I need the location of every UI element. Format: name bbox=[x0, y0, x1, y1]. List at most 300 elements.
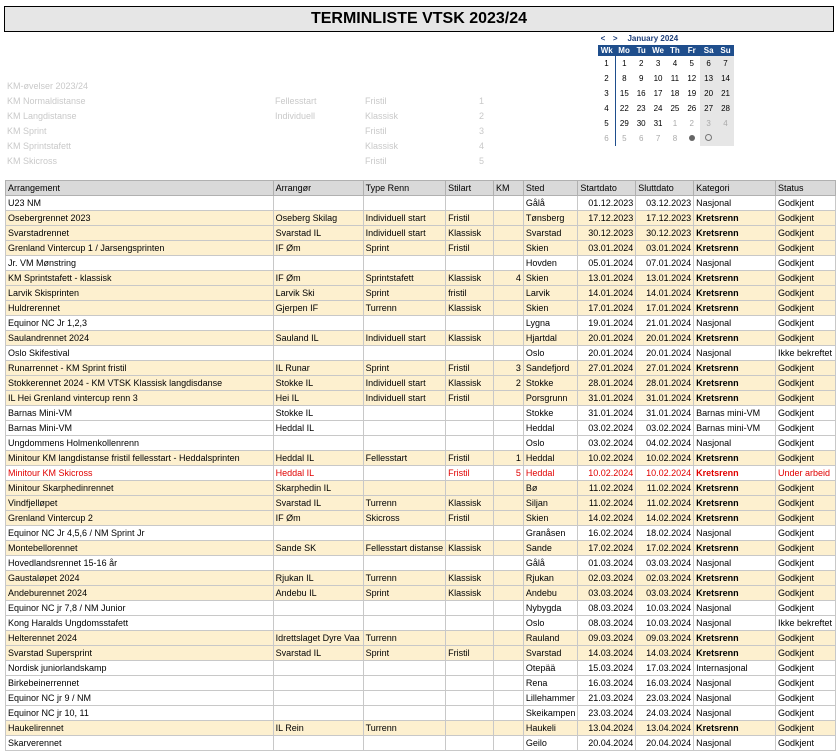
table-cell[interactable]: 08.03.2024 bbox=[578, 616, 636, 631]
table-cell[interactable]: 28.01.2024 bbox=[636, 376, 694, 391]
table-cell[interactable]: 24.03.2024 bbox=[636, 706, 694, 721]
table-cell[interactable]: Fristil bbox=[446, 361, 494, 376]
table-cell[interactable] bbox=[493, 421, 523, 436]
table-cell[interactable]: Grenland Vintercup 2 bbox=[6, 511, 274, 526]
calendar-day[interactable]: 7 bbox=[655, 134, 661, 143]
table-cell[interactable]: Godkjent bbox=[775, 511, 835, 526]
table-cell[interactable]: 17.01.2024 bbox=[578, 301, 636, 316]
table-cell[interactable]: Gålå bbox=[523, 196, 578, 211]
table-cell[interactable]: Godkjent bbox=[775, 376, 835, 391]
calendar-day[interactable] bbox=[717, 131, 734, 146]
table-cell[interactable] bbox=[493, 526, 523, 541]
calendar-day[interactable]: 24 bbox=[653, 104, 663, 113]
calendar-day[interactable]: 28 bbox=[717, 101, 734, 116]
table-cell[interactable]: Svarstadrennet bbox=[6, 226, 274, 241]
table-cell[interactable]: Nasjonal bbox=[694, 601, 776, 616]
table-cell[interactable]: Sprint bbox=[363, 241, 446, 256]
table-cell[interactable] bbox=[363, 466, 446, 481]
table-cell[interactable] bbox=[493, 316, 523, 331]
table-cell[interactable]: Nasjonal bbox=[694, 526, 776, 541]
table-cell[interactable]: Skien bbox=[523, 271, 578, 286]
table-cell[interactable]: Birkebeinerrennet bbox=[6, 676, 274, 691]
table-cell[interactable] bbox=[446, 661, 494, 676]
table-cell[interactable]: 10.02.2024 bbox=[578, 451, 636, 466]
table-cell[interactable]: Hovedlandsrennet 15-16 år bbox=[6, 556, 274, 571]
table-cell[interactable]: Heddal IL bbox=[273, 421, 363, 436]
table-cell[interactable]: Godkjent bbox=[775, 541, 835, 556]
table-cell[interactable]: Stokke IL bbox=[273, 376, 363, 391]
table-cell[interactable]: 13.04.2024 bbox=[578, 721, 636, 736]
table-cell[interactable]: 21.01.2024 bbox=[636, 316, 694, 331]
table-cell[interactable] bbox=[493, 571, 523, 586]
calendar-day[interactable]: 25 bbox=[670, 104, 680, 113]
table-cell[interactable]: 28.01.2024 bbox=[578, 376, 636, 391]
table-cell[interactable]: 11.02.2024 bbox=[636, 481, 694, 496]
table-cell[interactable]: Geilo bbox=[523, 736, 578, 751]
table-cell[interactable]: Klassisk bbox=[446, 541, 494, 556]
table-cell[interactable] bbox=[446, 706, 494, 721]
table-cell[interactable]: IF Øm bbox=[273, 241, 363, 256]
table-cell[interactable]: Sprint bbox=[363, 361, 446, 376]
table-cell[interactable]: 27.01.2024 bbox=[578, 361, 636, 376]
table-cell[interactable]: 30.12.2023 bbox=[636, 226, 694, 241]
table-cell[interactable]: Nasjonal bbox=[694, 676, 776, 691]
table-cell[interactable]: Godkjent bbox=[775, 721, 835, 736]
table-cell[interactable]: Hei IL bbox=[273, 391, 363, 406]
table-cell[interactable]: Godkjent bbox=[775, 241, 835, 256]
table-cell[interactable]: 20.04.2024 bbox=[636, 736, 694, 751]
table-cell[interactable]: Oslo bbox=[523, 616, 578, 631]
table-cell[interactable] bbox=[273, 601, 363, 616]
table-cell[interactable] bbox=[493, 721, 523, 736]
calendar-prev-button[interactable]: < bbox=[600, 34, 606, 43]
table-cell[interactable]: Kong Haralds Ungdomsstafett bbox=[6, 616, 274, 631]
table-cell[interactable]: Nybygda bbox=[523, 601, 578, 616]
table-cell[interactable] bbox=[446, 256, 494, 271]
table-cell[interactable]: 01.03.2024 bbox=[578, 556, 636, 571]
table-cell[interactable]: Nasjonal bbox=[694, 316, 776, 331]
calendar-day[interactable]: 20 bbox=[700, 86, 717, 101]
table-cell[interactable] bbox=[363, 601, 446, 616]
table-cell[interactable]: Individuell start bbox=[363, 211, 446, 226]
table-cell[interactable]: Godkjent bbox=[775, 391, 835, 406]
table-cell[interactable]: Heddal bbox=[523, 451, 578, 466]
table-cell[interactable]: Larvik bbox=[523, 286, 578, 301]
calendar-day[interactable]: 4 bbox=[717, 116, 734, 131]
table-cell[interactable] bbox=[446, 556, 494, 571]
table-cell[interactable]: 14.02.2024 bbox=[578, 511, 636, 526]
table-cell[interactable] bbox=[493, 541, 523, 556]
table-cell[interactable]: Under arbeid bbox=[775, 466, 835, 481]
calendar-day[interactable]: 19 bbox=[687, 89, 697, 98]
table-cell[interactable]: Ikke bekreftet bbox=[775, 346, 835, 361]
calendar-day[interactable]: 16 bbox=[636, 89, 646, 98]
table-cell[interactable]: Siljan bbox=[523, 496, 578, 511]
table-cell[interactable]: Godkjent bbox=[775, 196, 835, 211]
table-cell[interactable]: Kretsrenn bbox=[694, 391, 776, 406]
table-cell[interactable]: Jr. VM Mønstring bbox=[6, 256, 274, 271]
table-cell[interactable]: Godkjent bbox=[775, 211, 835, 226]
table-cell[interactable]: Equinor NC Jr 1,2,3 bbox=[6, 316, 274, 331]
table-cell[interactable] bbox=[493, 406, 523, 421]
table-cell[interactable]: Kretsrenn bbox=[694, 301, 776, 316]
table-cell[interactable]: 30.12.2023 bbox=[578, 226, 636, 241]
table-cell[interactable]: Klassisk bbox=[446, 226, 494, 241]
table-cell[interactable] bbox=[446, 601, 494, 616]
table-cell[interactable]: 20.04.2024 bbox=[578, 736, 636, 751]
table-cell[interactable] bbox=[493, 691, 523, 706]
table-cell[interactable]: 03.03.2024 bbox=[578, 586, 636, 601]
table-cell[interactable]: Minitour KM langdistanse fristil fellesstart - Heddalsprinten bbox=[6, 451, 274, 466]
table-cell[interactable]: Heddal bbox=[523, 466, 578, 481]
table-cell[interactable] bbox=[363, 436, 446, 451]
table-cell[interactable]: Godkjent bbox=[775, 481, 835, 496]
table-cell[interactable]: 01.12.2023 bbox=[578, 196, 636, 211]
table-cell[interactable]: Svarstad IL bbox=[273, 496, 363, 511]
table-cell[interactable]: Godkjent bbox=[775, 271, 835, 286]
table-cell[interactable]: 17.12.2023 bbox=[578, 211, 636, 226]
table-cell[interactable]: Tønsberg bbox=[523, 211, 578, 226]
table-cell[interactable]: Barnas mini-VM bbox=[694, 406, 776, 421]
table-cell[interactable]: Sprint bbox=[363, 286, 446, 301]
table-cell[interactable]: Godkjent bbox=[775, 706, 835, 721]
table-cell[interactable]: Turrenn bbox=[363, 301, 446, 316]
table-cell[interactable]: Godkjent bbox=[775, 646, 835, 661]
table-cell[interactable]: 13.04.2024 bbox=[636, 721, 694, 736]
table-cell[interactable]: 14.03.2024 bbox=[636, 646, 694, 661]
table-cell[interactable]: Nasjonal bbox=[694, 616, 776, 631]
table-cell[interactable] bbox=[446, 406, 494, 421]
table-cell[interactable]: Gjerpen IF bbox=[273, 301, 363, 316]
table-cell[interactable]: Skicross bbox=[363, 511, 446, 526]
table-cell[interactable] bbox=[493, 346, 523, 361]
table-cell[interactable]: Nasjonal bbox=[694, 346, 776, 361]
table-cell[interactable]: 17.12.2023 bbox=[636, 211, 694, 226]
table-cell[interactable]: Fellesstart bbox=[363, 451, 446, 466]
table-cell[interactable]: 17.03.2024 bbox=[636, 661, 694, 676]
table-cell[interactable]: Nasjonal bbox=[694, 436, 776, 451]
table-cell[interactable]: IL Runar bbox=[273, 361, 363, 376]
table-cell[interactable]: Grenland Vintercup 1 / Jarsengsprinten bbox=[6, 241, 274, 256]
table-cell[interactable]: Larvik Skisprinten bbox=[6, 286, 274, 301]
table-cell[interactable]: 04.02.2024 bbox=[636, 436, 694, 451]
table-cell[interactable]: Skarphedin IL bbox=[273, 481, 363, 496]
table-cell[interactable]: IF Øm bbox=[273, 511, 363, 526]
calendar-day[interactable]: 22 bbox=[619, 104, 629, 113]
table-cell[interactable]: Nasjonal bbox=[694, 256, 776, 271]
table-cell[interactable]: Kretsrenn bbox=[694, 541, 776, 556]
table-cell[interactable]: Heddal IL bbox=[273, 451, 363, 466]
table-cell[interactable]: Oslo bbox=[523, 346, 578, 361]
calendar-day[interactable]: 3 bbox=[655, 59, 661, 68]
table-cell[interactable] bbox=[446, 196, 494, 211]
table-cell[interactable] bbox=[363, 736, 446, 751]
table-cell[interactable]: Klassisk bbox=[446, 586, 494, 601]
table-cell[interactable]: 27.01.2024 bbox=[636, 361, 694, 376]
table-cell[interactable] bbox=[493, 661, 523, 676]
table-cell[interactable]: Nasjonal bbox=[694, 196, 776, 211]
table-cell[interactable]: 21.03.2024 bbox=[578, 691, 636, 706]
table-cell[interactable]: Equinor NC Jr 4,5,6 / NM Sprint Jr bbox=[6, 526, 274, 541]
table-cell[interactable]: Klassisk bbox=[446, 571, 494, 586]
table-cell[interactable]: Oslo bbox=[523, 436, 578, 451]
table-cell[interactable]: Godkjent bbox=[775, 451, 835, 466]
table-cell[interactable]: Nasjonal bbox=[694, 691, 776, 706]
table-cell[interactable]: Turrenn bbox=[363, 631, 446, 646]
calendar-day[interactable]: 17 bbox=[653, 89, 663, 98]
table-cell[interactable] bbox=[493, 436, 523, 451]
table-cell[interactable] bbox=[493, 601, 523, 616]
table-cell[interactable] bbox=[493, 736, 523, 751]
table-cell[interactable]: 14.02.2024 bbox=[636, 511, 694, 526]
table-cell[interactable] bbox=[273, 706, 363, 721]
calendar-day[interactable]: 10 bbox=[653, 74, 663, 83]
table-cell[interactable]: Kretsrenn bbox=[694, 376, 776, 391]
table-cell[interactable]: Godkjent bbox=[775, 226, 835, 241]
table-cell[interactable]: Individuell start bbox=[363, 376, 446, 391]
table-cell[interactable] bbox=[273, 661, 363, 676]
table-cell[interactable] bbox=[273, 526, 363, 541]
table-cell[interactable]: Lygna bbox=[523, 316, 578, 331]
table-cell[interactable]: Larvik Ski bbox=[273, 286, 363, 301]
table-cell[interactable]: Kretsrenn bbox=[694, 646, 776, 661]
table-cell[interactable]: Fristil bbox=[446, 646, 494, 661]
calendar-day[interactable]: 2 bbox=[638, 59, 644, 68]
table-cell[interactable]: Ungdommens Holmenkollenrenn bbox=[6, 436, 274, 451]
table-cell[interactable] bbox=[493, 331, 523, 346]
table-cell[interactable]: Godkjent bbox=[775, 421, 835, 436]
table-cell[interactable]: Godkjent bbox=[775, 256, 835, 271]
table-cell[interactable]: 31.01.2024 bbox=[636, 391, 694, 406]
table-cell[interactable]: Kretsrenn bbox=[694, 211, 776, 226]
table-cell[interactable]: Barnas mini-VM bbox=[694, 421, 776, 436]
table-cell[interactable]: Svarstad IL bbox=[273, 646, 363, 661]
table-cell[interactable]: Andebu bbox=[523, 586, 578, 601]
table-cell[interactable]: Sande bbox=[523, 541, 578, 556]
table-cell[interactable]: Saulandrennet 2024 bbox=[6, 331, 274, 346]
table-cell[interactable]: Andebu IL bbox=[273, 586, 363, 601]
table-cell[interactable]: Fristil bbox=[446, 211, 494, 226]
table-cell[interactable]: Kretsrenn bbox=[694, 631, 776, 646]
calendar-day[interactable]: 15 bbox=[619, 89, 629, 98]
table-cell[interactable] bbox=[273, 736, 363, 751]
table-cell[interactable] bbox=[446, 316, 494, 331]
table-cell[interactable]: Kretsrenn bbox=[694, 331, 776, 346]
table-cell[interactable]: 03.02.2024 bbox=[578, 421, 636, 436]
table-cell[interactable]: Kretsrenn bbox=[694, 586, 776, 601]
table-cell[interactable]: Skeikampen bbox=[523, 706, 578, 721]
table-cell[interactable]: 14.03.2024 bbox=[578, 646, 636, 661]
table-cell[interactable]: 03.01.2024 bbox=[636, 241, 694, 256]
table-cell[interactable]: Kretsrenn bbox=[694, 241, 776, 256]
table-cell[interactable] bbox=[493, 256, 523, 271]
table-cell[interactable]: 10.02.2024 bbox=[636, 466, 694, 481]
table-cell[interactable]: Sandefjord bbox=[523, 361, 578, 376]
calendar-day[interactable]: 1 bbox=[672, 119, 678, 128]
table-cell[interactable] bbox=[363, 616, 446, 631]
table-cell[interactable]: 11.02.2024 bbox=[636, 496, 694, 511]
table-cell[interactable]: 20.01.2024 bbox=[636, 346, 694, 361]
table-cell[interactable]: 20.01.2024 bbox=[578, 331, 636, 346]
table-cell[interactable] bbox=[273, 196, 363, 211]
table-cell[interactable]: Huldrerennet bbox=[6, 301, 274, 316]
table-cell[interactable] bbox=[493, 496, 523, 511]
table-cell[interactable]: Andeburennet 2024 bbox=[6, 586, 274, 601]
table-cell[interactable] bbox=[363, 676, 446, 691]
table-cell[interactable]: 03.12.2023 bbox=[636, 196, 694, 211]
table-cell[interactable]: 07.01.2024 bbox=[636, 256, 694, 271]
calendar-day[interactable]: 6 bbox=[700, 56, 717, 71]
table-cell[interactable] bbox=[446, 676, 494, 691]
table-cell[interactable]: Sauland IL bbox=[273, 331, 363, 346]
table-cell[interactable] bbox=[493, 391, 523, 406]
table-cell[interactable] bbox=[363, 316, 446, 331]
table-cell[interactable]: Svarstad Supersprint bbox=[6, 646, 274, 661]
table-cell[interactable] bbox=[493, 241, 523, 256]
table-cell[interactable] bbox=[493, 226, 523, 241]
table-cell[interactable]: Klassisk bbox=[446, 376, 494, 391]
table-cell[interactable] bbox=[493, 631, 523, 646]
table-cell[interactable]: KM Sprintstafett - klassisk bbox=[6, 271, 274, 286]
table-cell[interactable]: Equinor NC jr 7,8 / NM Junior bbox=[6, 601, 274, 616]
table-cell[interactable] bbox=[273, 691, 363, 706]
table-cell[interactable]: Runarrennet - KM Sprint fristil bbox=[6, 361, 274, 376]
table-cell[interactable]: Kretsrenn bbox=[694, 286, 776, 301]
table-cell[interactable] bbox=[493, 286, 523, 301]
table-cell[interactable]: 03.03.2024 bbox=[636, 556, 694, 571]
table-cell[interactable]: Klassisk bbox=[446, 301, 494, 316]
table-cell[interactable]: Stokke bbox=[523, 406, 578, 421]
table-cell[interactable]: Turrenn bbox=[363, 496, 446, 511]
table-cell[interactable]: 03.03.2024 bbox=[636, 586, 694, 601]
table-cell[interactable]: 17.02.2024 bbox=[578, 541, 636, 556]
table-cell[interactable] bbox=[446, 481, 494, 496]
table-cell[interactable]: 02.03.2024 bbox=[578, 571, 636, 586]
table-cell[interactable] bbox=[363, 196, 446, 211]
table-cell[interactable]: U23 NM bbox=[6, 196, 274, 211]
table-cell[interactable]: Rjukan bbox=[523, 571, 578, 586]
table-cell[interactable]: Godkjent bbox=[775, 436, 835, 451]
table-cell[interactable]: 16.03.2024 bbox=[578, 676, 636, 691]
table-cell[interactable]: Godkjent bbox=[775, 361, 835, 376]
table-cell[interactable]: Nordisk juniorlandskamp bbox=[6, 661, 274, 676]
table-cell[interactable]: 23.03.2024 bbox=[636, 691, 694, 706]
table-cell[interactable]: Skien bbox=[523, 511, 578, 526]
table-cell[interactable]: 11.02.2024 bbox=[578, 481, 636, 496]
calendar-day[interactable]: 9 bbox=[638, 74, 644, 83]
calendar-today-icon[interactable] bbox=[683, 131, 700, 146]
table-cell[interactable]: Individuell start bbox=[363, 331, 446, 346]
table-cell[interactable]: Kretsrenn bbox=[694, 496, 776, 511]
table-cell[interactable]: 13.01.2024 bbox=[636, 271, 694, 286]
table-cell[interactable]: Rauland bbox=[523, 631, 578, 646]
table-cell[interactable] bbox=[446, 736, 494, 751]
table-cell[interactable]: 1 bbox=[493, 451, 523, 466]
table-cell[interactable]: Klassisk bbox=[446, 496, 494, 511]
calendar-day[interactable]: 8 bbox=[672, 134, 678, 143]
calendar-day[interactable]: 23 bbox=[636, 104, 646, 113]
calendar-day[interactable]: 31 bbox=[653, 119, 663, 128]
table-cell[interactable]: Godkjent bbox=[775, 661, 835, 676]
table-cell[interactable] bbox=[493, 616, 523, 631]
table-cell[interactable] bbox=[493, 511, 523, 526]
table-cell[interactable] bbox=[273, 676, 363, 691]
table-cell[interactable]: Equinor NC jr 10, 11 bbox=[6, 706, 274, 721]
table-cell[interactable]: 09.03.2024 bbox=[636, 631, 694, 646]
table-cell[interactable]: Godkjent bbox=[775, 331, 835, 346]
table-cell[interactable] bbox=[363, 706, 446, 721]
table-cell[interactable]: Godkjent bbox=[775, 571, 835, 586]
table-cell[interactable] bbox=[363, 406, 446, 421]
table-cell[interactable]: 09.03.2024 bbox=[578, 631, 636, 646]
table-cell[interactable]: 15.03.2024 bbox=[578, 661, 636, 676]
table-cell[interactable] bbox=[446, 616, 494, 631]
table-cell[interactable]: 08.03.2024 bbox=[578, 601, 636, 616]
table-cell[interactable] bbox=[363, 661, 446, 676]
calendar-day[interactable]: 30 bbox=[636, 119, 646, 128]
table-cell[interactable]: Nasjonal bbox=[694, 736, 776, 751]
table-cell[interactable]: Godkjent bbox=[775, 496, 835, 511]
table-cell[interactable]: Internasjonal bbox=[694, 661, 776, 676]
table-cell[interactable]: Kretsrenn bbox=[694, 271, 776, 286]
table-cell[interactable]: 10.02.2024 bbox=[578, 466, 636, 481]
table-cell[interactable] bbox=[493, 676, 523, 691]
table-cell[interactable]: Idrettslaget Dyre Vaa bbox=[273, 631, 363, 646]
table-cell[interactable] bbox=[493, 706, 523, 721]
table-cell[interactable] bbox=[273, 436, 363, 451]
calendar-day[interactable]: 21 bbox=[717, 86, 734, 101]
table-cell[interactable]: Fristil bbox=[446, 391, 494, 406]
table-cell[interactable]: 03.02.2024 bbox=[636, 421, 694, 436]
table-cell[interactable]: 14.01.2024 bbox=[578, 286, 636, 301]
table-cell[interactable] bbox=[446, 346, 494, 361]
calendar-day[interactable]: 5 bbox=[622, 134, 627, 143]
table-cell[interactable]: Godkjent bbox=[775, 586, 835, 601]
table-cell[interactable]: Stokke bbox=[523, 376, 578, 391]
table-cell[interactable]: Svarstad IL bbox=[273, 226, 363, 241]
table-cell[interactable] bbox=[363, 346, 446, 361]
table-cell[interactable]: 18.02.2024 bbox=[636, 526, 694, 541]
table-cell[interactable]: 31.01.2024 bbox=[578, 406, 636, 421]
table-cell[interactable]: 03.02.2024 bbox=[578, 436, 636, 451]
calendar-day[interactable]: 2 bbox=[689, 119, 694, 128]
table-cell[interactable] bbox=[446, 421, 494, 436]
table-cell[interactable]: Kretsrenn bbox=[694, 226, 776, 241]
table-cell[interactable]: 31.01.2024 bbox=[578, 391, 636, 406]
table-cell[interactable]: Fristil bbox=[446, 451, 494, 466]
table-cell[interactable] bbox=[493, 556, 523, 571]
table-cell[interactable] bbox=[493, 196, 523, 211]
table-cell[interactable]: Svarstad bbox=[523, 646, 578, 661]
table-cell[interactable]: Skarverennet bbox=[6, 736, 274, 751]
table-cell[interactable]: Oslo Skifestival bbox=[6, 346, 274, 361]
table-cell[interactable]: Bø bbox=[523, 481, 578, 496]
calendar-day[interactable]: 4 bbox=[672, 59, 678, 68]
table-cell[interactable]: Kretsrenn bbox=[694, 511, 776, 526]
table-cell[interactable]: Oseberg Skilag bbox=[273, 211, 363, 226]
table-cell[interactable]: IF Øm bbox=[273, 271, 363, 286]
table-cell[interactable]: 16.02.2024 bbox=[578, 526, 636, 541]
table-cell[interactable]: Kretsrenn bbox=[694, 721, 776, 736]
table-cell[interactable]: 05.01.2024 bbox=[578, 256, 636, 271]
table-cell[interactable]: 10.02.2024 bbox=[636, 451, 694, 466]
table-cell[interactable]: 23.03.2024 bbox=[578, 706, 636, 721]
table-cell[interactable]: Gaustaløpet 2024 bbox=[6, 571, 274, 586]
table-cell[interactable]: 20.01.2024 bbox=[636, 331, 694, 346]
table-cell[interactable]: 13.01.2024 bbox=[578, 271, 636, 286]
table-cell[interactable] bbox=[273, 256, 363, 271]
table-cell[interactable]: Haukelirennet bbox=[6, 721, 274, 736]
